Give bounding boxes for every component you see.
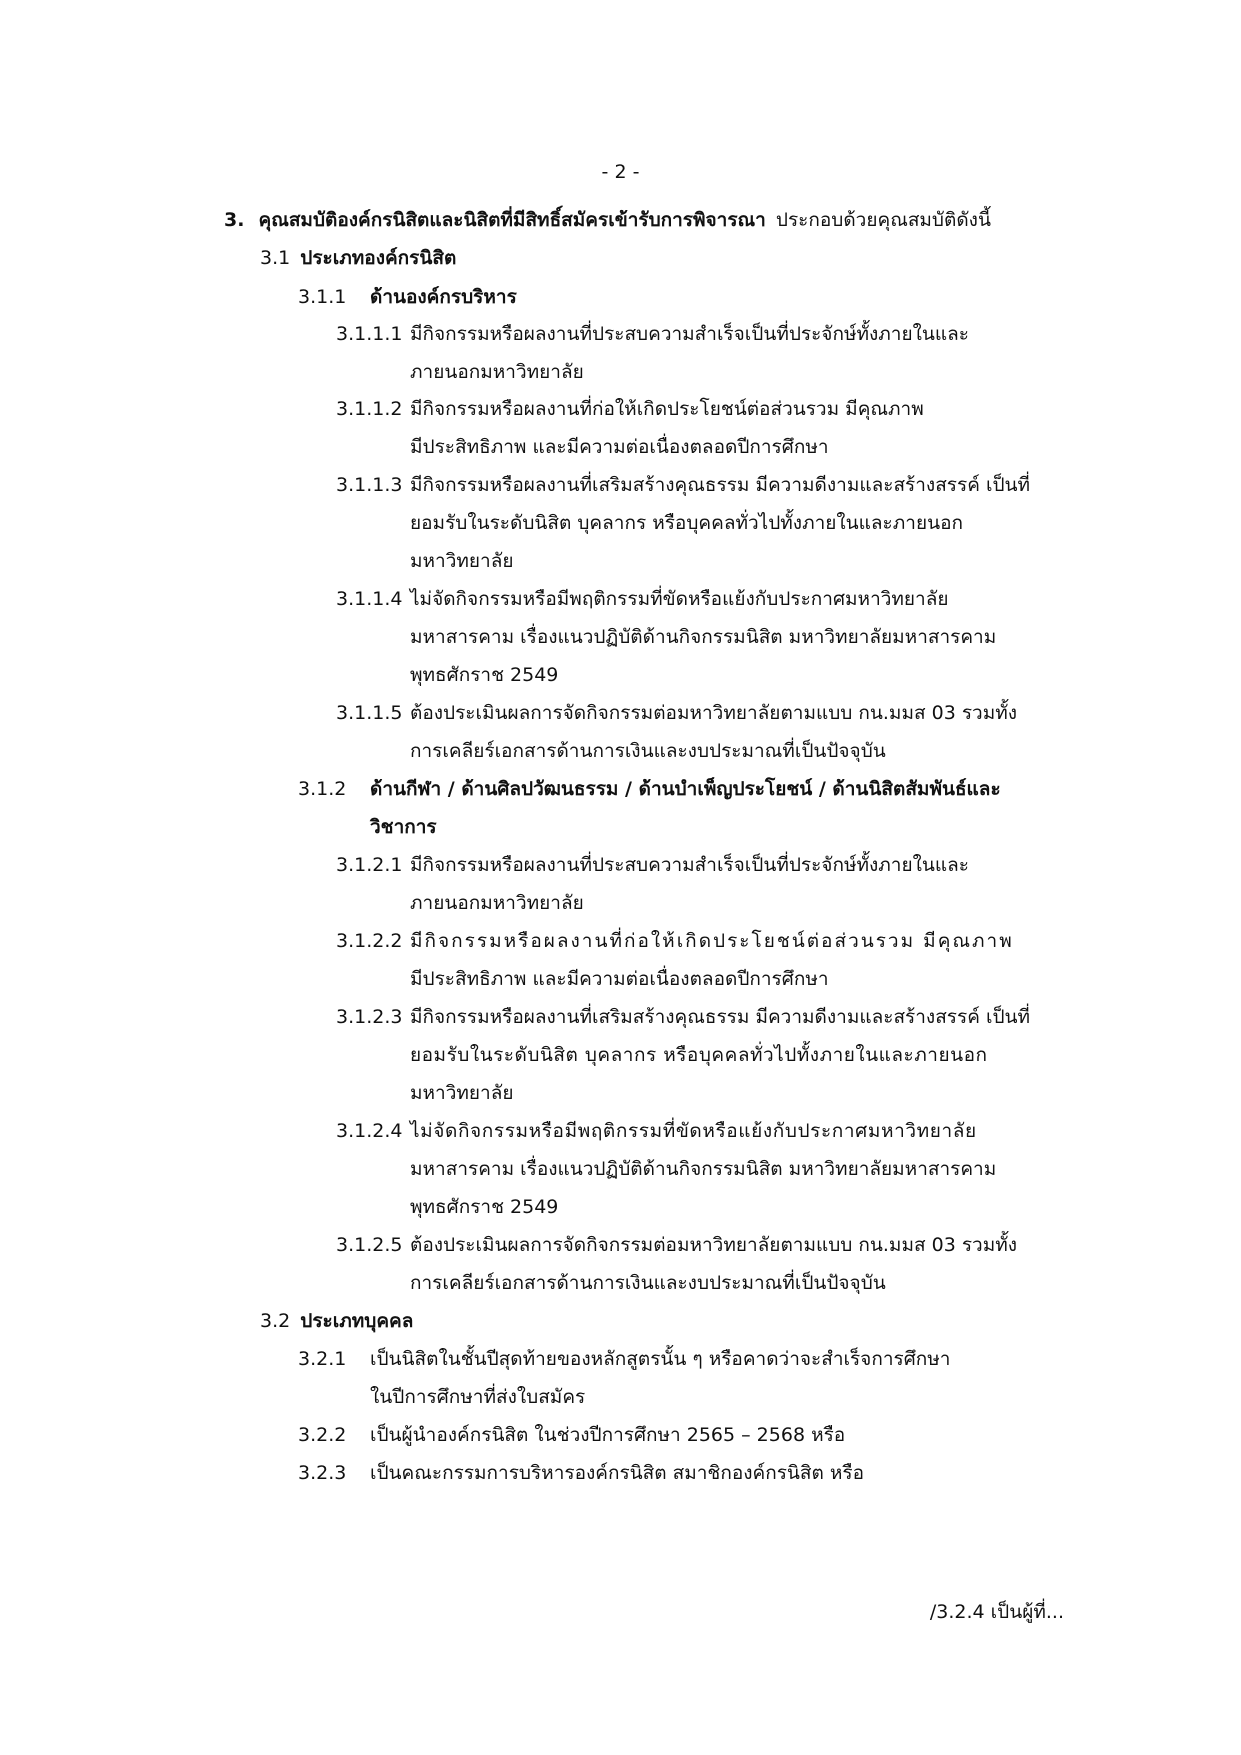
- item-3-1-2-2-number: 3.1.2.2: [336, 930, 403, 952]
- item-3-1-2-1-number: 3.1.2.1: [336, 854, 403, 876]
- section-3-2-title: ประเภทบุคคล: [300, 1310, 414, 1332]
- section-3-1-2-title: ด้านกีฬา / ด้านศิลปวัฒนธรรม / ด้านบำเพ็ญประโยชน์ / ด้านนิสิตสัมพันธ์และ: [370, 778, 1001, 800]
- item-3-2-3-number: 3.2.3: [298, 1462, 347, 1484]
- section-3-1-2-number: 3.1.2: [298, 778, 347, 800]
- section-3-1-heading: [260, 246, 456, 270]
- item-3-1-1-3-line: ยอมรับในระดับนิสิต บุคลากร หรือบุคคลทั่วไปทั้งภายในและภายนอก: [410, 512, 963, 534]
- section-3-1-2-title: วิชาการ: [370, 816, 437, 838]
- item-3-1-2-3-line: มหาวิทยาลัย: [410, 1082, 514, 1104]
- section-3-2-number: 3.2: [260, 1310, 291, 1332]
- item-3-1-2-3-line: ยอมรับในระดับนิสิต บุคลากร หรือบุคคลทั่วไปทั้งภายในและภายนอก: [410, 1044, 988, 1066]
- item-3-1-1-4-line: พุทธศักราช 2549: [410, 664, 559, 686]
- section-3-heading: [224, 208, 991, 232]
- item-3-2-3-line: เป็นคณะกรรมการบริหารองค์กรนิสิต สมาชิกองค์กรนิสิต หรือ: [370, 1462, 865, 1484]
- section-3-1-number: 3.1: [260, 247, 291, 269]
- item-3-1-1-5-line: ต้องประเมินผลการจัดกิจกรรมต่อมหาวิทยาลัยตามแบบ กน.มมส 03 รวมทั้ง: [410, 702, 1018, 724]
- item-3-1-1-5-line: การเคลียร์เอกสารด้านการเงินและงบประมาณที่เป็นปัจจุบัน: [410, 740, 886, 762]
- item-3-1-2-4-line: พุทธศักราช 2549: [410, 1196, 559, 1218]
- item-3-1-2-3-line: มีกิจกรรมหรือผลงานที่เสริมสร้างคุณธรรม มีความดีงามและสร้างสรรค์ เป็นที่: [410, 1006, 1031, 1028]
- section-3-1-title: ประเภทองค์กรนิสิต: [300, 247, 457, 269]
- item-3-1-2-2-line: มีกิจกรรมหรือผลงานที่ก่อให้เกิดประโยชน์ต่อส่วนรวม มีคุณภาพ: [410, 930, 1014, 952]
- item-3-1-1-2-line: มีประสิทธิภาพ และมีความต่อเนื่องตลอดปีการศึกษา: [410, 436, 829, 458]
- item-3-1-1-3-number: 3.1.1.3: [336, 474, 403, 496]
- item-3-1-1-3-line: มหาวิทยาลัย: [410, 550, 514, 572]
- item-3-1-1-3-line: มีกิจกรรมหรือผลงานที่เสริมสร้างคุณธรรม มีความดีงามและสร้างสรรค์ เป็นที่: [410, 474, 1031, 496]
- section-3-number: 3.: [224, 209, 245, 231]
- item-3-2-1-line: เป็นนิสิตในชั้นปีสุดท้ายของหลักสูตรนั้น ๆ หรือคาดว่าจะสำเร็จการศึกษา: [370, 1348, 951, 1370]
- item-3-1-2-4-line: ไม่จัดกิจกรรมหรือมีพฤติกรรมที่ขัดหรือแย้งกับประกาศมหาวิทยาลัย: [410, 1120, 977, 1142]
- item-3-1-1-5-number: 3.1.1.5: [336, 702, 403, 724]
- item-3-1-1-4-line: ไม่จัดกิจกรรมหรือมีพฤติกรรมที่ขัดหรือแย้งกับประกาศมหาวิทยาลัย: [410, 588, 949, 610]
- item-3-1-2-1-line: ภายนอกมหาวิทยาลัย: [410, 892, 584, 914]
- item-3-2-2-line: เป็นผู้นำองค์กรนิสิต ในช่วงปีการศึกษา 2565 – 2568 หรือ: [370, 1424, 846, 1446]
- section-3-title: คุณสมบัติองค์กรนิสิตและนิสิตที่มีสิทธิ์สมัครเข้ารับการพิจารณา: [258, 209, 766, 231]
- item-3-1-2-5-line: การเคลียร์เอกสารด้านการเงินและงบประมาณที่เป็นปัจจุบัน: [410, 1272, 886, 1294]
- item-3-1-2-3-number: 3.1.2.3: [336, 1006, 403, 1028]
- item-3-1-2-2-line: มีประสิทธิภาพ และมีความต่อเนื่องตลอดปีการศึกษา: [410, 968, 829, 990]
- section-3-1-1-title: ด้านองค์กรบริหาร: [370, 286, 517, 308]
- item-3-1-2-4-line: มหาสารคาม เรื่องแนวปฏิบัติด้านกิจกรรมนิสิต มหาวิทยาลัยมหาสารคาม: [410, 1158, 997, 1180]
- continuation-reference: /3.2.4 เป็นผู้ที่...: [929, 1601, 1064, 1623]
- item-3-2-1-number: 3.2.1: [298, 1348, 347, 1370]
- item-3-2-1-line: ในปีการศึกษาที่ส่งใบสมัคร: [370, 1386, 586, 1408]
- item-3-1-1-4-line: มหาสารคาม เรื่องแนวปฏิบัติด้านกิจกรรมนิสิต มหาวิทยาลัยมหาสารคาม: [410, 626, 997, 648]
- page-number: - 2 -: [601, 161, 640, 183]
- item-3-1-1-4-number: 3.1.1.4: [336, 588, 403, 610]
- section-3-1-1-number: 3.1.1: [298, 286, 347, 308]
- item-3-1-1-1-number: 3.1.1.1: [336, 323, 403, 345]
- item-3-1-1-2-line: มีกิจกรรมหรือผลงานที่ก่อให้เกิดประโยชน์ต่อส่วนรวม มีคุณภาพ: [410, 398, 924, 420]
- section-3-2-heading: [260, 1309, 413, 1333]
- item-3-1-2-4-number: 3.1.2.4: [336, 1120, 403, 1142]
- item-3-1-2-5-line: ต้องประเมินผลการจัดกิจกรรมต่อมหาวิทยาลัยตามแบบ กน.มมส 03 รวมทั้ง: [410, 1234, 1018, 1256]
- item-3-1-1-1-line: ภายนอกมหาวิทยาลัย: [410, 361, 584, 383]
- item-3-1-2-5-number: 3.1.2.5: [336, 1234, 403, 1256]
- item-3-1-2-1-line: มีกิจกรรมหรือผลงานที่ประสบความสำเร็จเป็นที่ประจักษ์ทั้งภายในและ: [410, 854, 969, 876]
- item-3-2-2-number: 3.2.2: [298, 1424, 347, 1446]
- section-3-title-rest: ประกอบด้วยคุณสมบัติดังนี้: [775, 209, 991, 231]
- item-3-1-1-2-number: 3.1.1.2: [336, 398, 403, 420]
- item-3-1-1-1-line: มีกิจกรรมหรือผลงานที่ประสบความสำเร็จเป็นที่ประจักษ์ทั้งภายในและ: [410, 323, 969, 345]
